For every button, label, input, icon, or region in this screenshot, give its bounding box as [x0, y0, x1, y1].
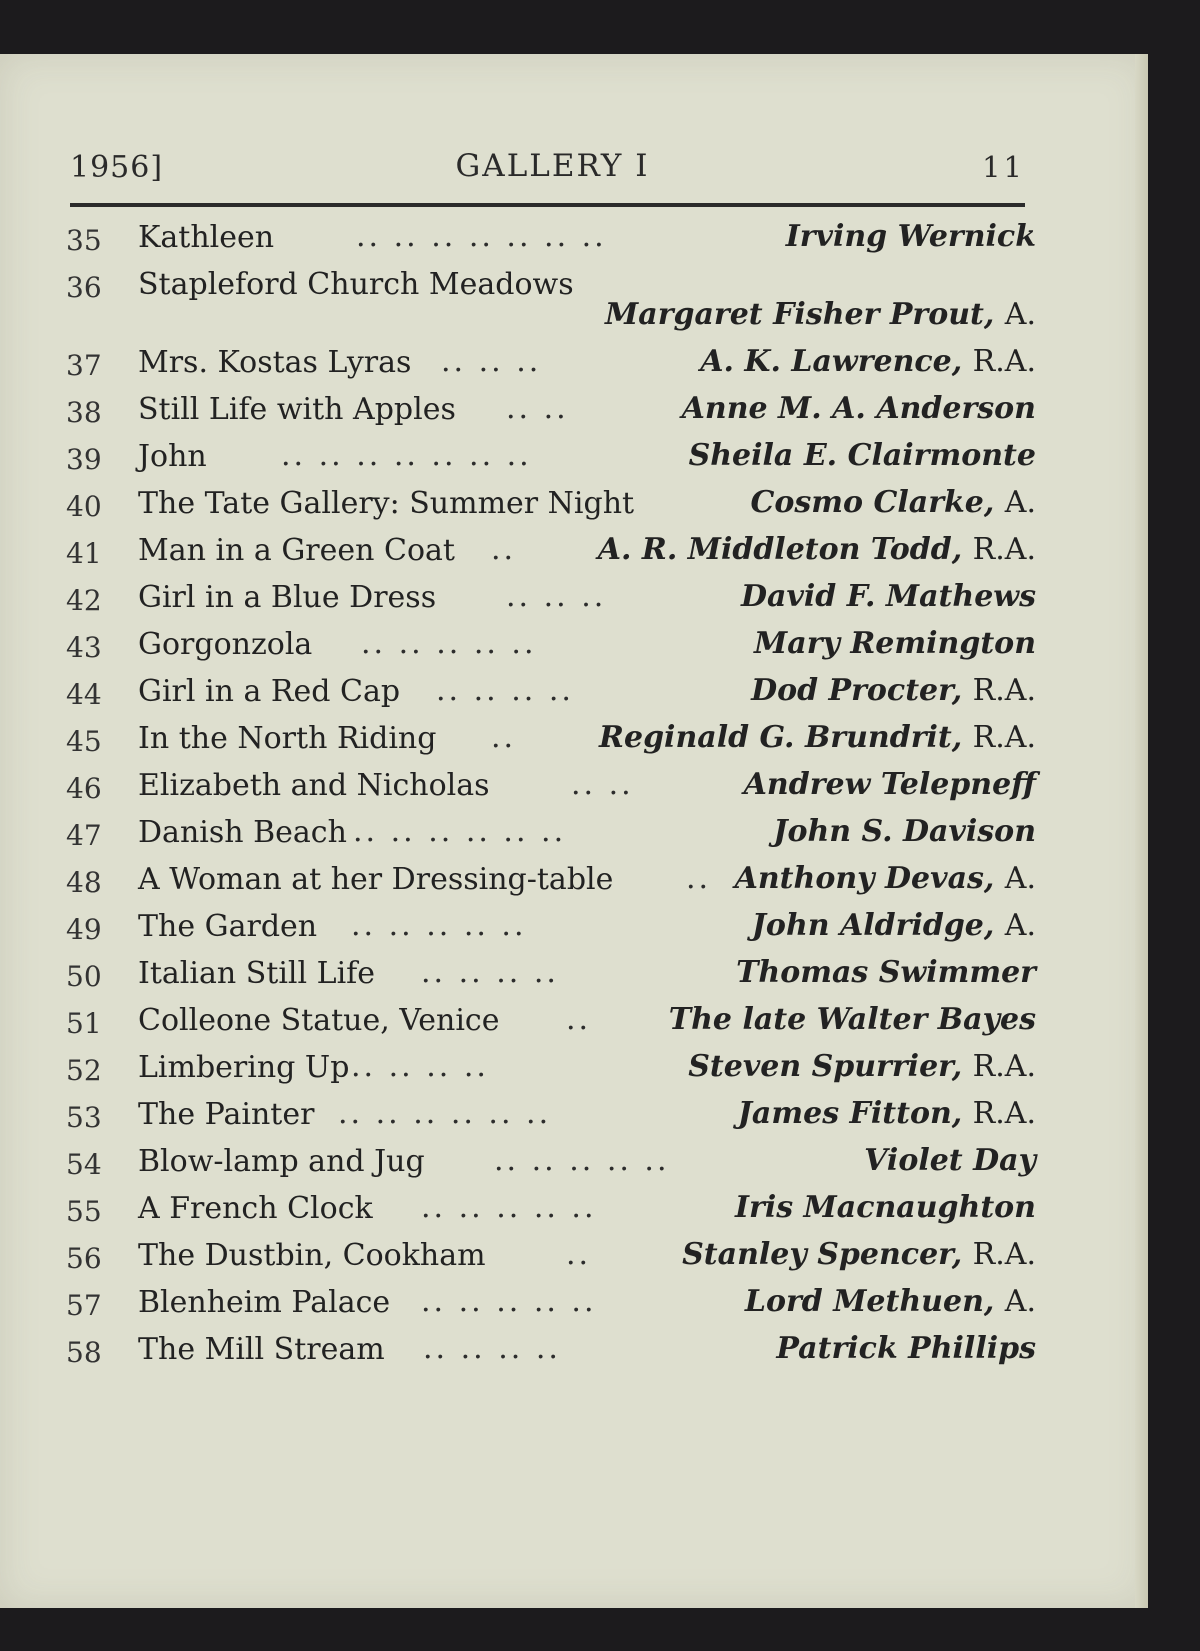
leader-dots: .. — [566, 1002, 592, 1037]
entry-artist — [700, 344, 1036, 379]
entry-title: Blow-lamp and Jug — [138, 1144, 425, 1179]
entry-number: 48 — [66, 866, 102, 899]
entry-title: The Painter — [138, 1097, 315, 1132]
catalogue-entry — [66, 1283, 1036, 1330]
entry-number: 55 — [66, 1195, 102, 1228]
catalogue-entry — [66, 1048, 1036, 1095]
entry-title: In the North Riding — [138, 721, 437, 756]
artist-honours: R.A. — [972, 344, 1036, 379]
artist-honours: A. — [1004, 1284, 1036, 1319]
artist-name: Margaret Fisher Prout, — [605, 297, 995, 332]
artist-name: Mary Remington — [754, 626, 1036, 661]
entry-title: A French Clock — [138, 1191, 373, 1226]
header-page-number: 11 — [982, 150, 1025, 184]
entry-artist — [688, 1049, 1036, 1084]
entry-title: Mrs. Kostas Lyras — [138, 345, 412, 380]
entry-title: Italian Still Life — [138, 956, 376, 991]
entry-artist — [669, 1002, 1036, 1037]
artist-honours: A. — [1004, 297, 1036, 332]
entry-artist — [744, 767, 1036, 802]
artist-name: Reginald G. Brundrit, — [599, 720, 963, 755]
entry-title: The Garden — [138, 909, 318, 944]
entry-title: Gorgonzola — [138, 627, 313, 662]
entry-title: Stapleford Church Meadows — [138, 267, 574, 302]
entry-artist — [751, 673, 1036, 708]
leader-dots: .. .. .. .. .. .. — [353, 814, 567, 849]
artist-name: Stanley Spencer, — [682, 1237, 963, 1272]
artist-name: John S. Davison — [773, 814, 1036, 849]
entry-artist — [776, 1331, 1036, 1366]
artist-name: Patrick Phillips — [776, 1331, 1036, 1366]
header-rule — [70, 203, 1025, 207]
leader-dots: .. .. .. — [506, 579, 607, 614]
entry-title: John — [138, 439, 207, 474]
artist-name: Steven Spurrier, — [688, 1049, 963, 1084]
header-year: 1956] — [70, 150, 164, 185]
entry-artist — [864, 1143, 1036, 1178]
entry-title: Kathleen — [138, 220, 275, 255]
catalogue-entry — [66, 437, 1036, 484]
artist-honours: A. — [1004, 485, 1036, 520]
leader-dots: .. .. .. .. .. .. .. — [281, 438, 532, 473]
artist-name: A. K. Lawrence, — [700, 344, 963, 379]
entry-artist — [598, 532, 1036, 567]
leader-dots: .. .. .. .. .. — [494, 1143, 670, 1178]
entry-title: Man in a Green Coat — [138, 533, 455, 568]
entry-number: 52 — [66, 1054, 102, 1087]
entry-artist — [736, 955, 1036, 990]
artist-honours: R.A. — [972, 1049, 1036, 1084]
artist-name: Andrew Telepneff — [743, 767, 1036, 802]
entry-artist — [773, 814, 1036, 849]
entry-number: 41 — [66, 537, 102, 570]
entry-title: Danish Beach — [138, 815, 347, 850]
entry-number: 47 — [66, 819, 102, 852]
leader-dots: .. .. — [571, 767, 634, 802]
artist-name: David F. Mathews — [741, 579, 1036, 614]
catalogue-entry — [66, 954, 1036, 1001]
artist-name: Sheila E. Clairmonte — [688, 438, 1036, 473]
entry-number: 56 — [66, 1242, 102, 1275]
catalogue-entry — [66, 1236, 1036, 1283]
entry-number: 39 — [66, 443, 102, 476]
artist-name: Cosmo Clarke, — [750, 485, 995, 520]
entry-title: Girl in a Red Cap — [138, 674, 401, 709]
entry-artist — [682, 1237, 1036, 1272]
entry-number: 45 — [66, 725, 102, 758]
entry-title: A Woman at her Dressing-table — [138, 862, 614, 897]
entry-artist — [599, 720, 1036, 755]
artist-name: John Aldridge, — [751, 908, 995, 943]
entry-title: Blenheim Palace — [138, 1285, 391, 1320]
entry-title: Elizabeth and Nicholas — [138, 768, 490, 803]
leader-dots: .. .. .. .. .. .. — [338, 1096, 552, 1131]
catalogue-entry — [66, 625, 1036, 672]
artist-name: James Fitton, — [737, 1096, 963, 1131]
entry-number: 57 — [66, 1289, 102, 1322]
entry-title: Colleone Statue, Venice — [138, 1003, 500, 1038]
entry-artist — [689, 438, 1036, 473]
catalogue-entry-list — [66, 218, 1036, 1377]
entry-title: The Mill Stream — [138, 1332, 385, 1367]
catalogue-entry — [66, 719, 1036, 766]
entry-title: The Dustbin, Cookham — [138, 1238, 486, 1273]
entry-number: 51 — [66, 1007, 102, 1040]
leader-dots: .. — [566, 1237, 592, 1272]
running-header — [70, 146, 1025, 190]
entry-number: 53 — [66, 1101, 102, 1134]
entry-title: Girl in a Blue Dress — [138, 580, 437, 615]
artist-honours: A. — [1004, 908, 1036, 943]
entry-artist — [752, 908, 1036, 943]
artist-honours: R.A. — [972, 1237, 1036, 1272]
artist-name: Anne M. A. Anderson — [681, 391, 1036, 426]
artist-name: Violet Day — [864, 1143, 1036, 1178]
leader-dots: .. .. .. .. — [421, 955, 559, 990]
entry-artist — [605, 297, 1036, 332]
entry-number: 42 — [66, 584, 102, 617]
entry-artist — [682, 391, 1036, 426]
catalogue-entry — [66, 265, 1036, 343]
catalogue-entry — [66, 1095, 1036, 1142]
catalogue-entry — [66, 1189, 1036, 1236]
artist-name: Anthony Devas, — [734, 861, 995, 896]
entry-artist — [735, 861, 1036, 896]
entry-number: 58 — [66, 1336, 102, 1369]
entry-number: 40 — [66, 490, 102, 523]
entry-artist — [738, 1096, 1036, 1131]
catalogue-entry — [66, 531, 1036, 578]
leader-dots: .. .. .. .. — [423, 1331, 561, 1366]
entry-artist — [751, 485, 1036, 520]
entry-number: 43 — [66, 631, 102, 664]
entry-number: 44 — [66, 678, 102, 711]
entry-artist — [786, 219, 1036, 254]
leader-dots: .. .. .. .. .. — [361, 626, 537, 661]
entry-number: 49 — [66, 913, 102, 946]
leader-dots: .. — [491, 720, 517, 755]
artist-honours: R.A. — [972, 532, 1036, 567]
entry-number: 50 — [66, 960, 102, 993]
catalogue-entry — [66, 1142, 1036, 1189]
leader-dots: .. .. .. .. — [436, 673, 574, 708]
entry-title: Still Life with Apples — [138, 392, 456, 427]
leader-dots: .. .. .. — [441, 344, 542, 379]
catalogue-entry — [66, 1001, 1036, 1048]
entry-number: 36 — [66, 271, 102, 304]
leader-dots: .. .. .. .. .. — [351, 908, 527, 943]
catalogue-entry — [66, 578, 1036, 625]
catalogue-entry — [66, 860, 1036, 907]
entry-title: The Tate Gallery: Summer Night — [138, 486, 635, 521]
catalogue-entry — [66, 672, 1036, 719]
artist-honours: R.A. — [972, 1096, 1036, 1131]
artist-name: The late Walter Bayes — [668, 1002, 1036, 1037]
artist-name: Dod Procter, — [751, 673, 963, 708]
catalogue-entry — [66, 343, 1036, 390]
artist-honours: R.A. — [972, 673, 1036, 708]
catalogue-entry — [66, 907, 1036, 954]
artist-name: Thomas Swimmer — [736, 955, 1036, 990]
entry-number: 54 — [66, 1148, 102, 1181]
catalogue-entry — [66, 218, 1036, 265]
entry-title: Limbering Up — [138, 1050, 350, 1085]
artist-name: Iris Macnaughton — [734, 1190, 1036, 1225]
entry-artist — [754, 626, 1036, 661]
catalogue-entry — [66, 813, 1036, 860]
artist-name: A. R. Middleton Todd, — [597, 532, 963, 567]
entry-artist — [741, 579, 1036, 614]
catalogue-entry — [66, 1330, 1036, 1377]
leader-dots: .. .. — [506, 391, 569, 426]
entry-number: 37 — [66, 349, 102, 382]
entry-artist — [745, 1284, 1036, 1319]
catalogue-entry — [66, 484, 1036, 531]
artist-honours: R.A. — [972, 720, 1036, 755]
entry-number: 46 — [66, 772, 102, 805]
entry-artist — [735, 1190, 1036, 1225]
artist-name: Irving Wernick — [785, 219, 1036, 254]
page-edge — [1135, 54, 1148, 1608]
leader-dots: .. .. .. .. .. — [421, 1190, 597, 1225]
entry-number: 38 — [66, 396, 102, 429]
catalogue-entry — [66, 766, 1036, 813]
leader-dots: .. — [686, 861, 712, 896]
catalogue-entry — [66, 390, 1036, 437]
leader-dots: .. .. .. .. — [351, 1049, 489, 1084]
leader-dots: .. .. .. .. .. .. .. — [356, 219, 607, 254]
leader-dots: .. .. .. .. .. — [421, 1284, 597, 1319]
leader-dots: .. — [491, 532, 517, 567]
artist-name: Lord Methuen, — [744, 1284, 995, 1319]
entry-number: 35 — [66, 224, 102, 257]
header-title: GALLERY I — [455, 148, 650, 184]
artist-honours: A. — [1004, 861, 1036, 896]
